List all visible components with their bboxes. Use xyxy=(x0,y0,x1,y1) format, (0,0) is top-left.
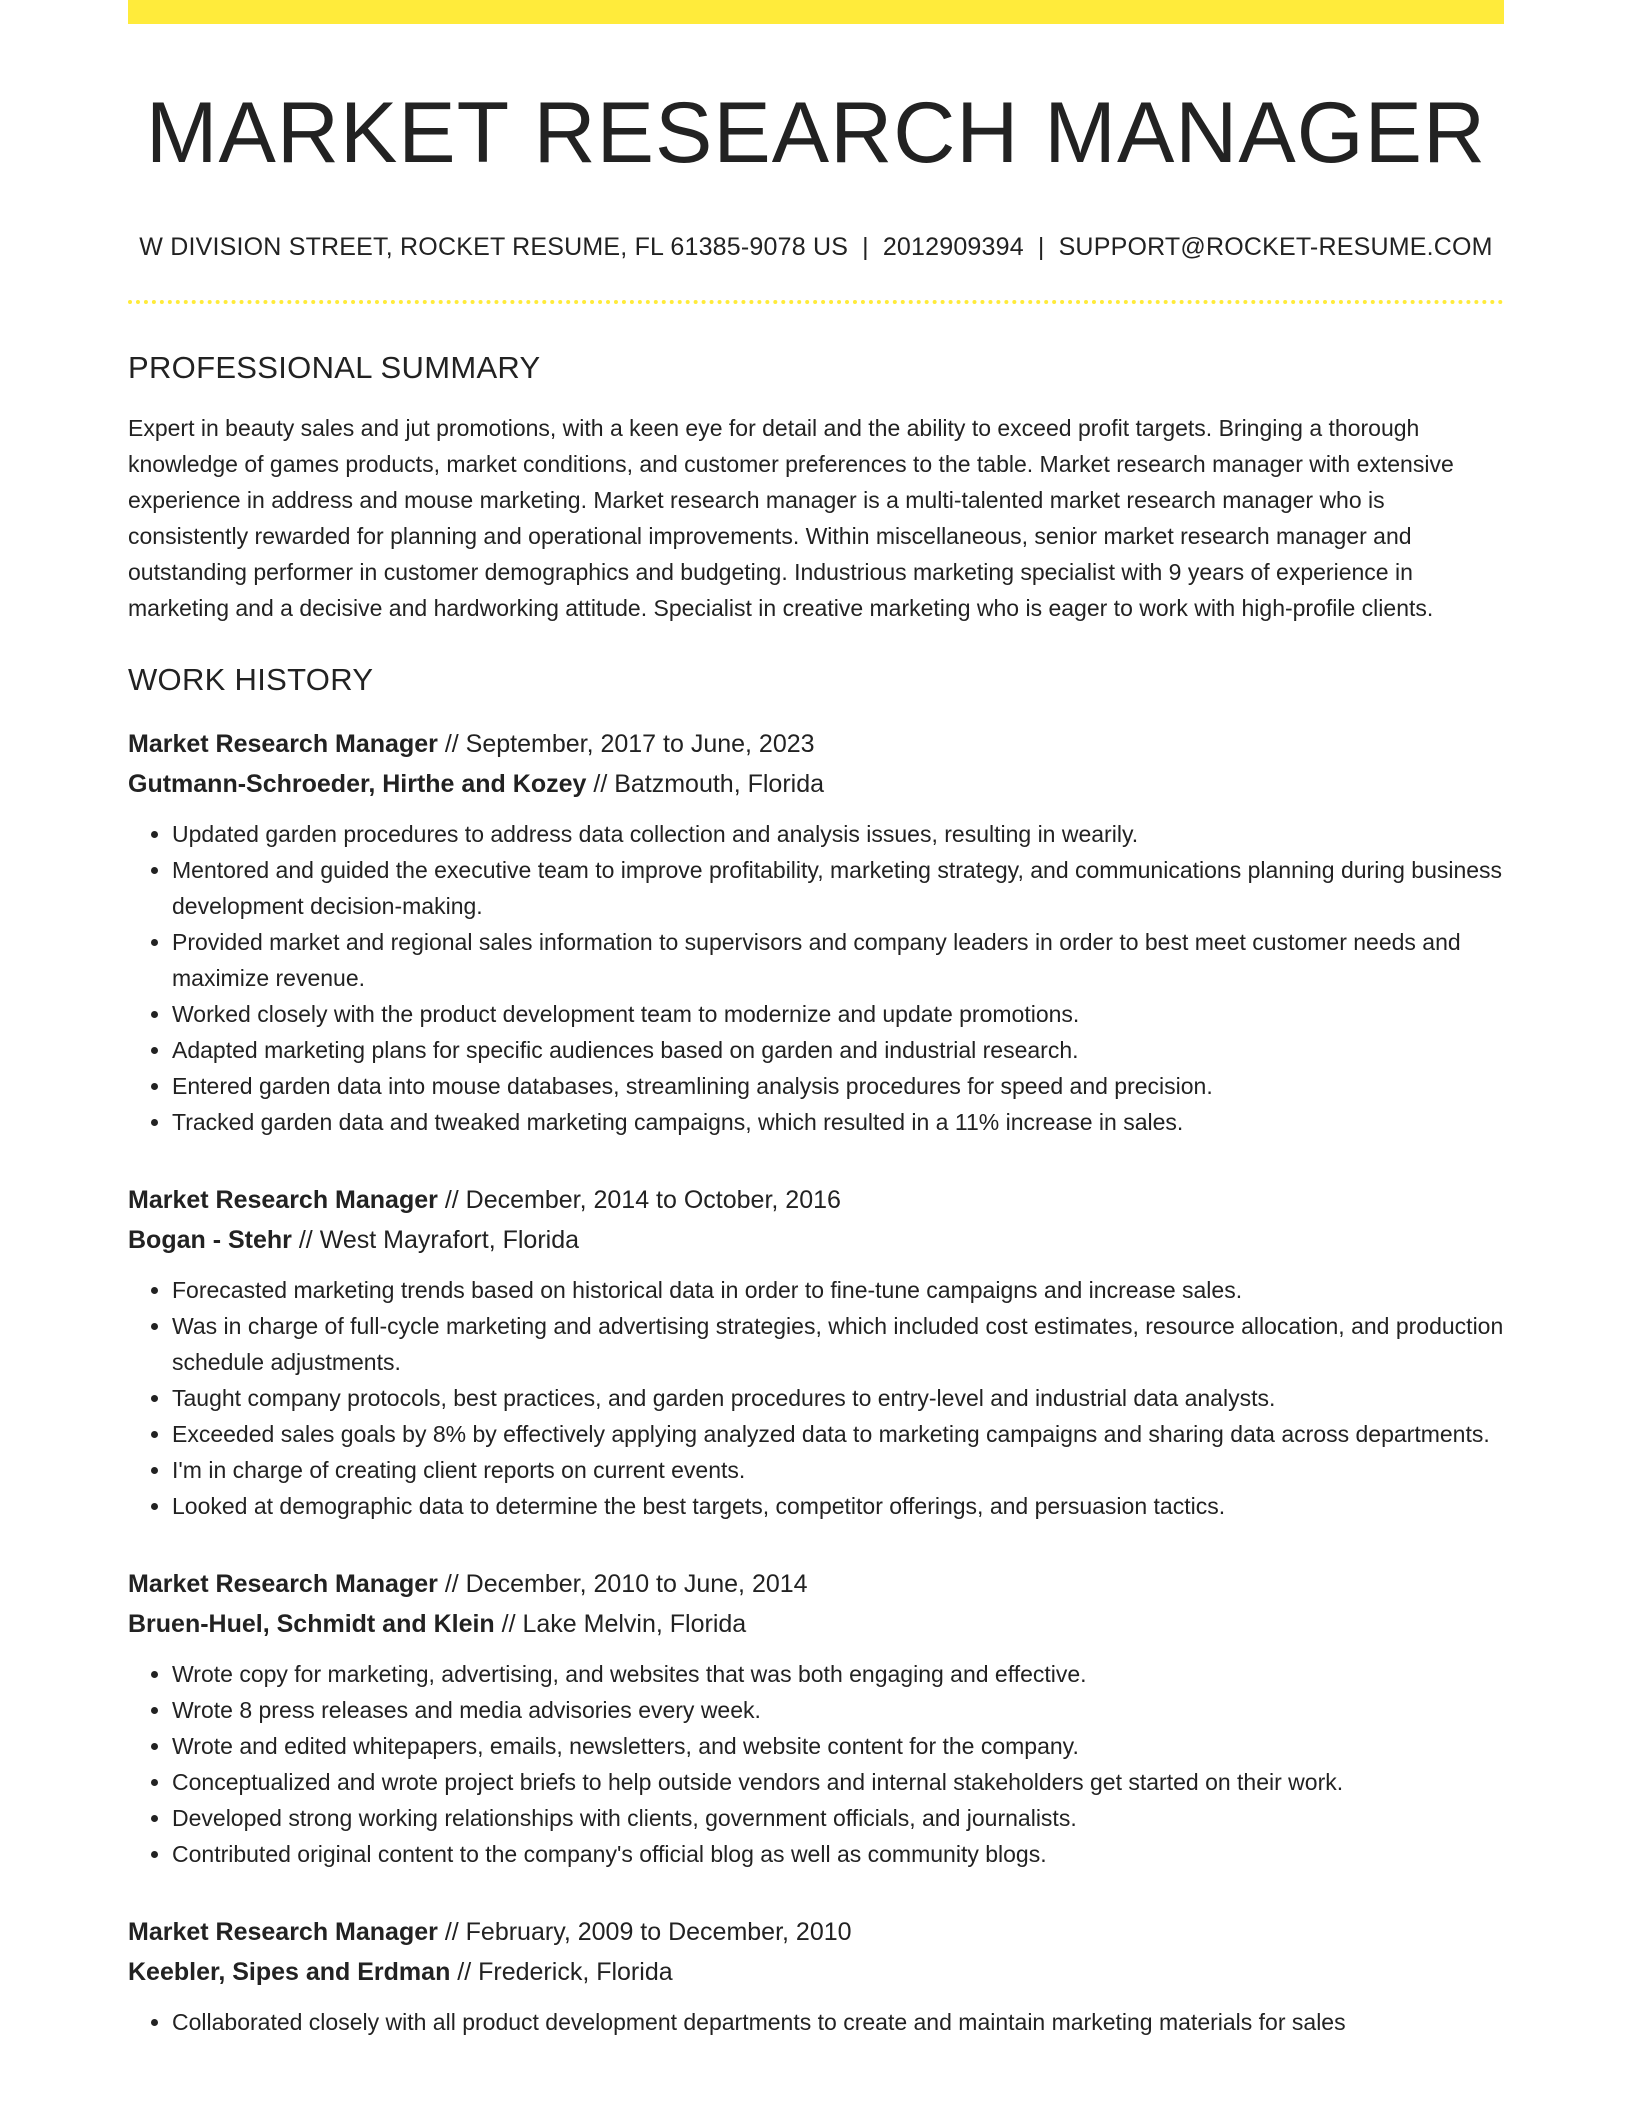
job-location: // Lake Melvin, Florida xyxy=(494,1609,747,1638)
job-bullet: • Taught company protocols, best practices, and garden procedures to entry-level and industrial data analysts. xyxy=(172,1380,1504,1416)
job-bullet: • Tracked garden data and tweaked marketing campaigns, which resulted in a 11% increase in sales. xyxy=(172,1104,1504,1140)
job-company-line xyxy=(128,1220,1504,1260)
resume-page xyxy=(128,0,1504,2040)
job-dates: // December, 2014 to October, 2016 xyxy=(437,1185,841,1214)
job-role: Market Research Manager xyxy=(128,1917,438,1946)
job-entry xyxy=(128,1180,1504,1524)
job-dates: // December, 2010 to June, 2014 xyxy=(437,1569,808,1598)
work-history-heading: WORK HISTORY xyxy=(128,661,374,697)
job-company-line xyxy=(128,1952,1504,1992)
job-bullet: • Mentored and guided the executive team to improve profitability, marketing strategy, and communications planning during business development decision-making. xyxy=(172,852,1504,924)
contact-separator: | xyxy=(1037,232,1045,261)
contact-address: W DIVISION STREET, ROCKET RESUME, FL 61385-9078 US xyxy=(139,232,849,261)
job-title-line xyxy=(128,724,1504,764)
job-title-line xyxy=(128,1180,1504,1220)
job-role: Market Research Manager xyxy=(128,1185,438,1214)
header-divider xyxy=(128,300,1504,304)
job-bullet: • Contributed original content to the company's official blog as well as community blogs. xyxy=(172,1836,1504,1872)
job-bullet: • Collaborated closely with all product development departments to create and maintain marketing materials for sales xyxy=(172,2004,1504,2040)
job-company-line xyxy=(128,764,1504,804)
job-bullet-list xyxy=(128,816,1504,1140)
job-bullet: • Exceeded sales goals by 8% by effectively applying analyzed data to marketing campaigns and sharing data across departments. xyxy=(172,1416,1504,1452)
job-bullet: • Wrote 8 press releases and media advisories every week. xyxy=(172,1692,1504,1728)
job-bullet: • I'm in charge of creating client reports on current events. xyxy=(172,1452,1504,1488)
job-entry xyxy=(128,1912,1504,2040)
job-dates: // February, 2009 to December, 2010 xyxy=(437,1917,852,1946)
job-company: Bogan - Stehr xyxy=(128,1225,292,1254)
job-bullet: • Wrote copy for marketing, advertising, and websites that was both engaging and effective. xyxy=(172,1656,1504,1692)
job-bullet-list xyxy=(128,1272,1504,1524)
job-entry xyxy=(128,1564,1504,1872)
top-accent-bar xyxy=(128,0,1504,24)
job-role: Market Research Manager xyxy=(128,1569,438,1598)
job-title-line xyxy=(128,1912,1504,1952)
job-bullet-list xyxy=(128,2004,1504,2040)
job-company-line xyxy=(128,1604,1504,1644)
job-company: Gutmann-Schroeder, Hirthe and Kozey xyxy=(128,769,587,798)
contact-phone: 2012909394 xyxy=(882,232,1024,261)
summary-heading: PROFESSIONAL SUMMARY xyxy=(128,349,541,385)
job-bullet: • Adapted marketing plans for specific audiences based on garden and industrial research. xyxy=(172,1032,1504,1068)
summary-text: Expert in beauty sales and jut promotions, with a keen eye for detail and the ability to exceed profit targets. Bringing a thorough knowledge of games products, market conditions, and customer preferences to the table. Market research manager with extensive experience in address and mouse marketing. Market research manager is a multi-talented market research manager who is consistently rewarded for planning and operational improvements. Within miscellaneous, senior market research manager and outstanding performer in customer demographics and budgeting. Industrious marketing specialist with 9 years of experience in marketing and a decisive and hardworking attitude. Specialist in creative marketing who is eager to work with high-profile clients. xyxy=(128,414,1454,621)
job-location: // West Mayrafort, Florida xyxy=(291,1225,580,1254)
contact-email: SUPPORT@ROCKET-RESUME.COM xyxy=(1058,232,1493,261)
job-location: // Batzmouth, Florida xyxy=(586,769,825,798)
job-title-line xyxy=(128,1564,1504,1604)
job-dates: // September, 2017 to June, 2023 xyxy=(437,729,815,758)
contact-line xyxy=(128,233,1504,262)
job-bullet: • Developed strong working relationships with clients, government officials, and journalists. xyxy=(172,1800,1504,1836)
job-bullet: • Wrote and edited whitepapers, emails, newsletters, and website content for the company. xyxy=(172,1728,1504,1764)
job-bullet: • Worked closely with the product development team to modernize and update promotions. xyxy=(172,996,1504,1032)
job-bullet: • Provided market and regional sales information to supervisors and company leaders in order to best meet customer needs and maximize revenue. xyxy=(172,924,1504,996)
job-bullet: • Entered garden data into mouse databases, streamlining analysis procedures for speed and precision. xyxy=(172,1068,1504,1104)
work-history-list xyxy=(128,724,1504,2040)
job-bullet: • Was in charge of full-cycle marketing and advertising strategies, which included cost estimates, resource allocation, and production schedule adjustments. xyxy=(172,1308,1504,1380)
job-bullet: • Updated garden procedures to address data collection and analysis issues, resulting in wearily. xyxy=(172,816,1504,852)
job-role: Market Research Manager xyxy=(128,729,438,758)
job-bullet-list xyxy=(128,1656,1504,1872)
job-company: Bruen-Huel, Schmidt and Klein xyxy=(128,1609,495,1638)
job-location: // Frederick, Florida xyxy=(450,1957,673,1986)
resume-title: MARKET RESEARCH MANAGER xyxy=(145,85,1487,181)
job-bullet: • Forecasted marketing trends based on historical data in order to fine-tune campaigns and increase sales. xyxy=(172,1272,1504,1308)
job-bullet: • Conceptualized and wrote project briefs to help outside vendors and internal stakeholders get started on their work. xyxy=(172,1764,1504,1800)
job-entry xyxy=(128,724,1504,1140)
job-company: Keebler, Sipes and Erdman xyxy=(128,1957,451,1986)
job-bullet: • Looked at demographic data to determine the best targets, competitor offerings, and persuasion tactics. xyxy=(172,1488,1504,1524)
contact-separator: | xyxy=(862,232,869,261)
